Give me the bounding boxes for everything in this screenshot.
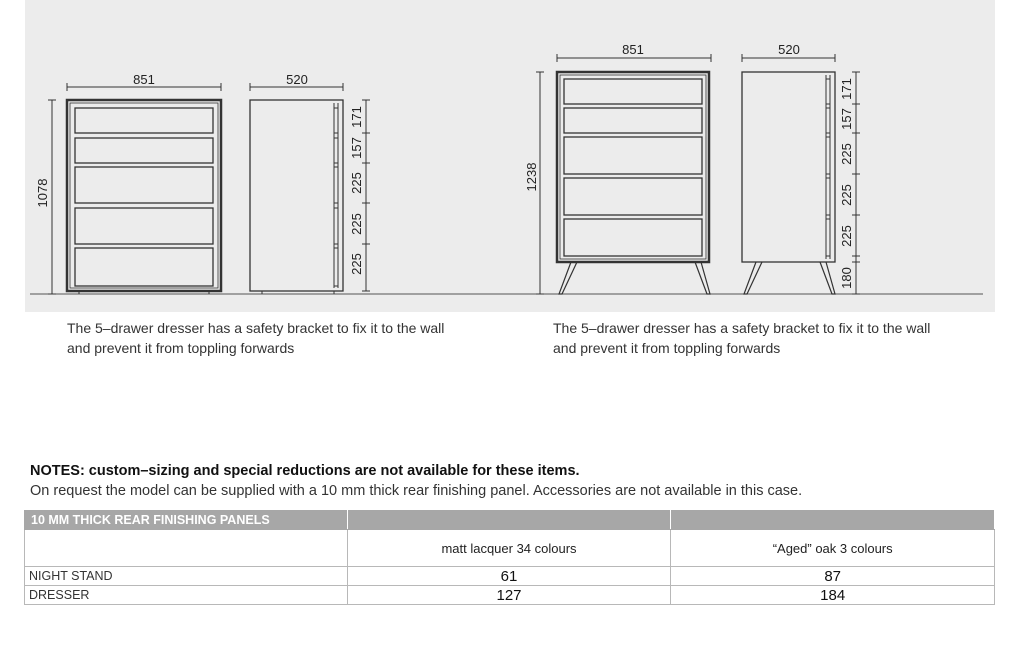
left-drawer-height-1: 171 bbox=[349, 106, 364, 128]
column-header-aged-oak: “Aged” oak 3 colours bbox=[671, 530, 995, 567]
cell-dresser-lacquer: 127 bbox=[347, 586, 671, 605]
right-front-view bbox=[536, 54, 711, 294]
left-side-depth-label: 520 bbox=[286, 72, 308, 87]
row-label-night-stand: NIGHT STAND bbox=[25, 567, 348, 586]
right-drawer-height-2: 157 bbox=[839, 108, 854, 130]
right-side-depth-label: 520 bbox=[778, 42, 800, 57]
right-drawer-height-3: 225 bbox=[839, 143, 854, 165]
table-row bbox=[25, 567, 995, 586]
right-drawer-height-1: 171 bbox=[839, 78, 854, 100]
dresser-drawings bbox=[25, 0, 995, 312]
left-drawer-height-3: 225 bbox=[349, 172, 364, 194]
left-drawer-height-2: 157 bbox=[349, 137, 364, 159]
cell-dresser-oak: 184 bbox=[671, 586, 995, 605]
left-front-width-label: 851 bbox=[133, 72, 155, 87]
left-caption-line-2: and prevent it from toppling forwards bbox=[67, 340, 295, 356]
table-row bbox=[25, 586, 995, 605]
right-total-height-label: 1238 bbox=[524, 162, 539, 192]
right-leg-height-label: 180 bbox=[839, 267, 854, 289]
table-title-spacer bbox=[347, 511, 671, 530]
table-header-empty bbox=[25, 530, 348, 567]
right-caption-line-2: and prevent it from toppling forwards bbox=[553, 340, 781, 356]
right-front-width-label: 851 bbox=[622, 42, 644, 57]
finishing-panels-table bbox=[24, 510, 995, 605]
notes-text: On request the model can be supplied with a 10 mm thick rear finishing panel. Accessories are not available in this case. bbox=[30, 483, 803, 499]
table-header-row bbox=[25, 530, 995, 567]
left-caption-line-1: The 5–drawer dresser has a safety bracket to fix it to the wall bbox=[67, 320, 445, 336]
table-title-row bbox=[25, 511, 995, 530]
column-header-matt-lacquer: matt lacquer 34 colours bbox=[347, 530, 671, 567]
left-caption bbox=[67, 318, 467, 358]
left-drawer-height-4: 225 bbox=[349, 213, 364, 235]
cell-night-stand-oak: 87 bbox=[671, 567, 995, 586]
table-title: 10 MM THICK REAR FINISHING PANELS bbox=[25, 511, 348, 530]
table-title-spacer bbox=[671, 511, 995, 530]
right-caption-line-1: The 5–drawer dresser has a safety bracket to fix it to the wall bbox=[553, 320, 931, 336]
right-drawer-height-4: 225 bbox=[839, 184, 854, 206]
row-label-dresser: DRESSER bbox=[25, 586, 348, 605]
left-drawer-height-5: 225 bbox=[349, 253, 364, 275]
technical-drawing-area bbox=[25, 0, 995, 312]
notes-title: NOTES: custom–sizing and special reductions are not available for these items. bbox=[30, 463, 580, 479]
cell-night-stand-lacquer: 61 bbox=[347, 567, 671, 586]
left-front-view bbox=[48, 83, 221, 294]
left-total-height-label: 1078 bbox=[35, 178, 50, 208]
right-caption bbox=[553, 318, 953, 358]
right-drawer-height-5: 225 bbox=[839, 225, 854, 247]
